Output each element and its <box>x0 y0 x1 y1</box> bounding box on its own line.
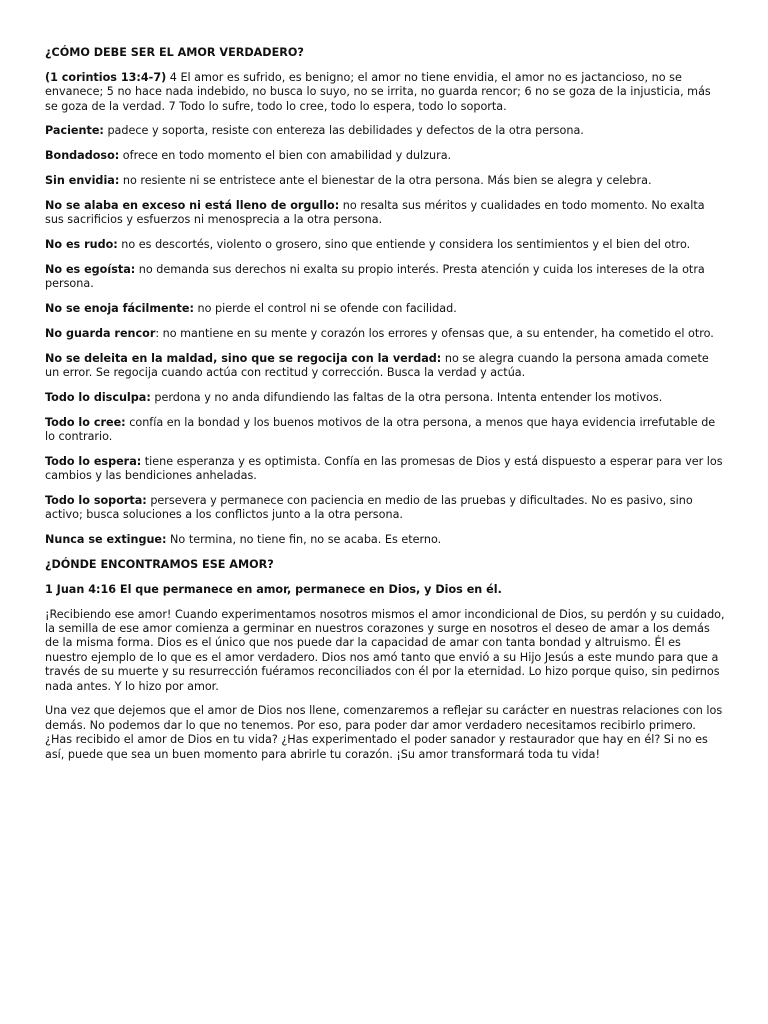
item-text: perdona y no anda difundiendo las faltas de la otra persona. Intenta entender los motivos. <box>150 390 663 404</box>
item-term: Todo lo disculpa: <box>45 390 151 404</box>
body-paragraph-1: ¡Recibiendo ese amor! Cuando experimentamos nosotros mismos el amor incondicional de Dios, su perdón y su cuidado, la semilla de ese amor comienza a germinar en nuestros corazones y surge en nosotros el deseo de amar a los demás de la misma forma. Dios es el único que nos puede dar la capacidad de amar con tanta bondad y altruismo. Él es nuestro ejemplo de lo que es el amor verdadero. Dios nos amó tanto que envió a su Hijo Jesús a este mundo para que a través de su muerte y su resurrección fuéramos reconciliados con él por la eternidad. Lo hizo porque quiso, sin pedirnos nada antes. Y lo hizo por amor. <box>45 607 725 693</box>
item-paragraph <box>45 263 725 292</box>
item-term: No se enoja fácilmente: <box>45 302 194 315</box>
document-page <box>45 46 725 772</box>
body-paragraph-2: Una vez que dejemos que el amor de Dios nos llene, comenzaremos a reflejar su carácter en nuestras relaciones con los demás. No podemos dar lo que no tenemos. Por eso, para poder dar amor verdadero necesitamos recibirlo primero. ¿Has recibido el amor de Dios en tu vida? ¿Has experimentado el poder sanador y restaurador que hay en él? Si no es así, puede que sea un buen momento para abrirle tu corazón. ¡Su amor transformará toda tu vida! <box>45 704 723 761</box>
item-text: no se alegra cuando la persona amada comete un error. Se regocija cuando actúa con rectitud y corrección. Busca la verdad y actúa. <box>45 351 709 379</box>
item-paragraph <box>45 199 725 228</box>
item-term: No guarda rencor <box>45 326 156 340</box>
item-term: Nunca se extingue: <box>45 533 167 547</box>
item-term: No se alaba en exceso ni está lleno de orgullo: <box>45 198 340 212</box>
item-text: tiene esperanza y es optimista. Confía en las promesas de Dios y está dispuesto a esperar para ver los cambios y las bendiciones anheladas. <box>45 454 723 483</box>
item-text: confía en la bondad y los buenos motivos de la otra persona, a menos que haya evidencia irrefutable de lo contrario. <box>45 415 716 443</box>
item-text: : no mantiene en su mente y corazón los errores y ofensas que, a su entender, ha cometido el otro. <box>155 326 714 340</box>
intro-reference: (1 corintios 13:4-7) <box>45 70 167 84</box>
item-text: No termina, no tiene fin, no se acaba. Es eterno. <box>166 533 442 547</box>
item-paragraph <box>45 124 725 138</box>
item-term: No es egoísta: <box>45 262 136 276</box>
item-paragraph <box>45 238 725 252</box>
item-text: no demanda sus derechos ni exalta su propio interés. Presta atención y cuida los intereses de la otra persona. <box>45 262 705 291</box>
item-paragraph <box>45 533 725 547</box>
section-heading-what: ¿CÓMO DEBE SER EL AMOR VERDADERO? <box>45 46 304 59</box>
item-term: Sin envidia: <box>45 174 120 187</box>
item-paragraph <box>45 455 725 484</box>
item-text: persevera y permanece con paciencia en medio de las pruebas y dificultades. No es pasivo, sino activo; busca soluciones a los conflictos junto a la otra persona. <box>45 494 693 522</box>
item-term: No es rudo: <box>45 238 118 251</box>
verse-heading: 1 Juan 4:16 El que permanece en amor, permanece en Dios, y Dios en él. <box>45 582 502 596</box>
item-paragraph <box>45 174 725 188</box>
item-term: No se deleita en la maldad, sino que se regocija con la verdad: <box>45 351 442 365</box>
item-term: Todo lo cree: <box>45 415 126 429</box>
item-text: padece y soporta, resiste con entereza las debilidades y defectos de la otra persona. <box>103 124 584 138</box>
section-heading-where: ¿DÓNDE ENCONTRAMOS ESE AMOR? <box>45 558 274 571</box>
item-paragraph <box>45 327 725 341</box>
item-paragraph <box>45 391 725 405</box>
item-paragraph <box>45 352 725 381</box>
item-text: no resiente ni se entristece ante el bienestar de la otra persona. Más bien se alegra y celebra. <box>119 174 652 187</box>
item-paragraph <box>45 494 725 523</box>
item-term: Bondadoso: <box>45 149 120 163</box>
item-paragraph <box>45 149 725 163</box>
item-text: no resalta sus méritos y cualidades en todo momento. No exalta sus sacrificios y esfuerzos ni menosprecia a la otra persona. <box>45 198 705 227</box>
item-text: ofrece en todo momento el bien con amabilidad y dulzura. <box>119 149 452 163</box>
item-term: Todo lo soporta: <box>45 494 147 507</box>
item-term: Todo lo espera: <box>45 454 142 468</box>
item-paragraph <box>45 416 725 445</box>
intro-paragraph <box>45 71 725 114</box>
item-paragraph <box>45 302 725 316</box>
item-text: no es descortés, violento o grosero, sino que entiende y considera los sentimientos y el bien del otro. <box>117 238 691 251</box>
item-term: Paciente: <box>45 124 104 138</box>
item-text: no pierde el control ni se ofende con facilidad. <box>193 302 457 315</box>
intro-text: 4 El amor es sufrido, es benigno; el amor no tiene envidia, el amor no es jactancioso, no se envanece; 5 no hace nada indebido, no busca lo suyo, no se irrita, no guarda rencor; 6 no se goza de la injusticia, más se goza de la verdad. 7 Todo lo sufre, todo lo cree, todo lo espera, todo lo soporta. <box>45 70 711 113</box>
